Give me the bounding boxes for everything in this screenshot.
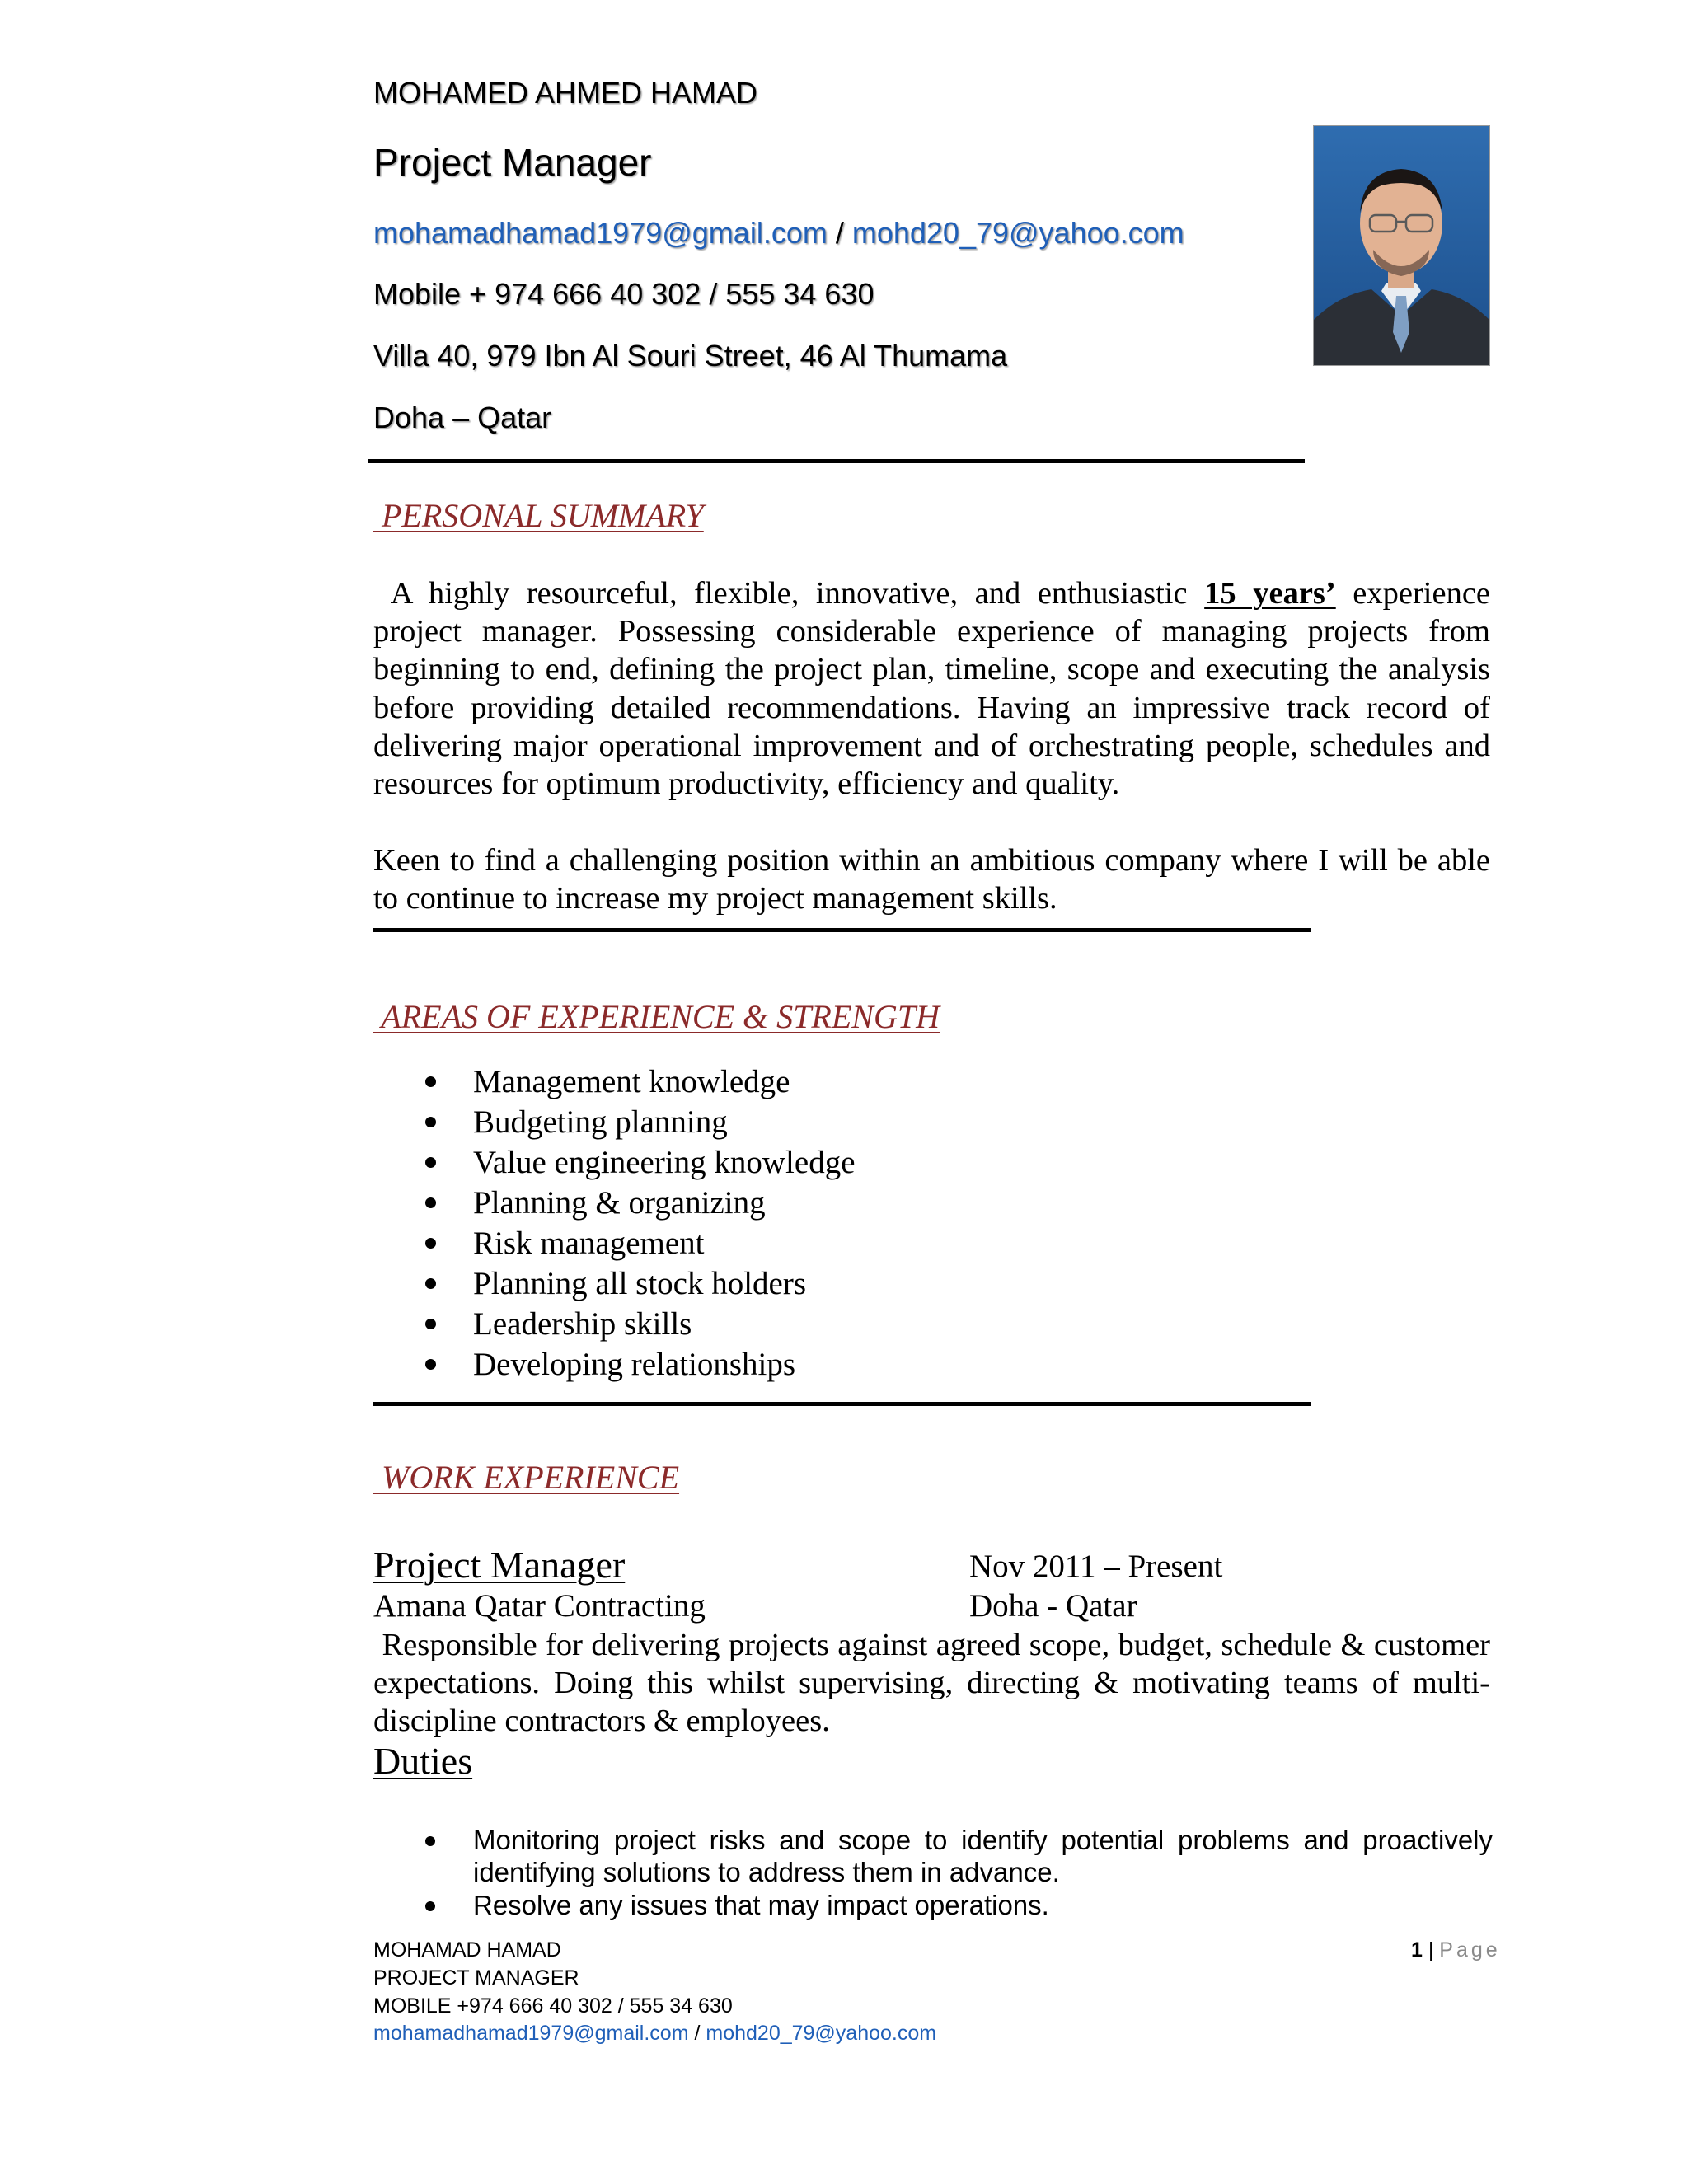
strength-label: Budgeting planning [473,1104,728,1140]
footer-email-link-primary[interactable]: mohamadhamad1979@gmail.com [373,2022,689,2045]
footer-email-separator: / [688,2022,706,2045]
bullet-icon [425,1117,436,1127]
strength-item [373,1062,856,1102]
strength-label: Risk management [473,1226,705,1261]
job-location: Doha - Qatar [969,1588,1137,1624]
summary-text-start: A highly resourceful, flexible, innovative, and enthusiastic [373,576,1205,611]
footer-name: MOHAMAD HAMAD [373,1938,561,1961]
duties-heading: Duties [373,1740,473,1782]
mobile-line: Mobile + 974 666 40 302 / 555 34 630 [373,277,874,311]
header-emails [373,216,1184,251]
address-line: Villa 40, 979 Ibn Al Souri Street, 46 Al Thumama [373,339,1008,373]
email-link-primary[interactable]: mohamadhamad1979@gmail.com [373,216,828,250]
page-number-separator: | [1422,1938,1440,1961]
bullet-icon [425,1359,436,1370]
summary-paragraph [373,574,1490,803]
profile-photo [1313,125,1490,366]
header-divider [368,459,1305,463]
candidate-title: Project Manager [373,141,652,184]
strengths-heading: AREAS OF EXPERIENCE & STRENGTH [373,998,940,1035]
strength-label: Management knowledge [473,1064,790,1099]
duties-list [373,1825,1493,1924]
bullet-icon [425,1157,436,1168]
strength-item [373,1142,856,1183]
strengths-list [373,1062,856,1385]
strength-item [373,1223,856,1263]
summary-goal-paragraph: Keen to find a challenging position within an ambitious company where I will be able to continue to increase my project management skills. [373,843,1490,916]
strength-label: Planning & organizing [473,1185,766,1221]
bullet-icon [425,1076,436,1087]
page-number [1411,1938,1501,1962]
strength-item [373,1304,856,1344]
portrait-image [1314,126,1489,365]
footer-emails [373,2022,936,2046]
years-experience-highlight: 15 years’ [1204,576,1336,611]
work-experience-heading: WORK EXPERIENCE [373,1459,680,1496]
summary-divider [373,928,1311,932]
strength-item [373,1102,856,1142]
summary-text-end: experience project manager. Possessing considerable experience of managing projects from beginning to end, defining the project plan, timeline, scope and executing the analysis before providing detailed recommendations. Having an impressive track record of delivering major operational improvement and of orchestrating people, schedules and resources for optimum productivity, efficiency and quality. [373,576,1491,802]
email-link-secondary[interactable]: mohd20_79@yahoo.com [851,216,1184,250]
job-company: Amana Qatar Contracting [373,1588,706,1624]
job-description: Responsible for delivering projects against agreed scope, budget, schedule & customer expectations. Doing this whilst supervising, directing & motivating teams of multi-discipline contractors & employees. [373,1628,1498,1739]
page-label: Page [1439,1938,1501,1961]
email-separator: / [827,216,852,250]
bullet-icon [425,1278,436,1289]
job-dates: Nov 2011 – Present [969,1549,1223,1584]
candidate-name: MOHAMED AHMED HAMAD [373,76,758,110]
bullet-icon [425,1319,436,1329]
strength-label: Leadership skills [473,1306,692,1342]
duty-text: Monitoring project risks and scope to identify potential problems and proactively identifying solutions to address them in advance. [473,1825,1493,1887]
personal-summary-heading: PERSONAL SUMMARY [373,497,704,534]
duty-item [373,1890,1493,1922]
bullet-icon [425,1836,435,1846]
strength-item [373,1183,856,1223]
bullet-icon [425,1197,436,1208]
strength-label: Value engineering knowledge [473,1145,856,1180]
duty-text: Resolve any issues that may impact operations. [473,1890,1049,1920]
job-title: Project Manager [373,1544,626,1586]
footer-role: PROJECT MANAGER [373,1966,579,1990]
strength-label: Developing relationships [473,1347,796,1382]
strength-item [373,1344,856,1385]
strengths-divider [373,1402,1311,1406]
footer-mobile: MOBILE +974 666 40 302 / 555 34 630 [373,1994,733,2018]
bullet-icon [425,1901,435,1911]
bullet-icon [425,1238,436,1249]
duty-item [373,1825,1493,1888]
strength-item [373,1263,856,1304]
city-line: Doha – Qatar [373,401,552,434]
strength-label: Planning all stock holders [473,1266,807,1301]
page-number-value: 1 [1411,1938,1423,1961]
footer-email-link-secondary[interactable]: mohd20_79@yahoo.com [706,2022,937,2045]
